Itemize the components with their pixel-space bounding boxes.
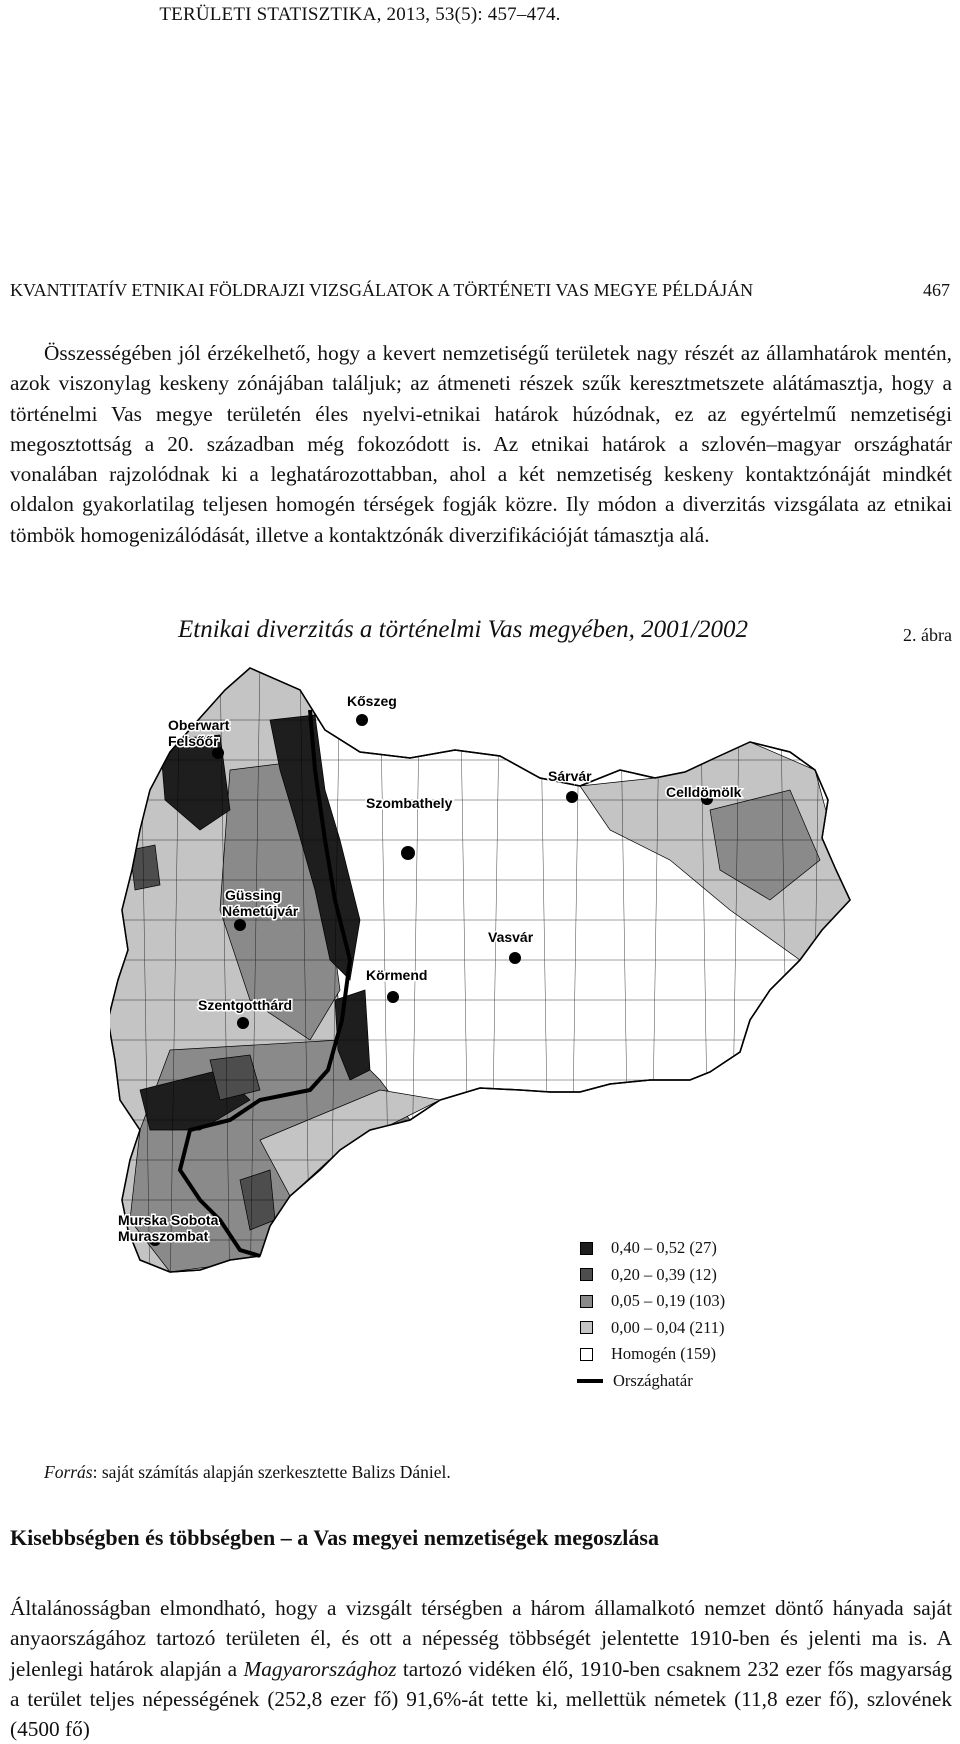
journal-header: TERÜLETI STATISZTIKA, 2013, 53(5): 457–474. xyxy=(159,4,561,25)
city-dot-sarvar xyxy=(566,791,578,803)
city-label-felsoor: Felsőőr xyxy=(168,733,219,749)
city-dot-kormend xyxy=(387,991,399,1003)
figure-source xyxy=(44,1462,451,1483)
city-dot-gussing xyxy=(234,919,246,931)
legend-label: Országhatár xyxy=(613,1370,693,1390)
page-number: 467 xyxy=(923,280,950,300)
body-paragraph-2 xyxy=(10,1593,952,1744)
legend-item xyxy=(580,1288,725,1315)
legend-swatch xyxy=(580,1268,593,1281)
paragraph-2-emphasis: Magyarországhoz xyxy=(243,1656,397,1681)
paragraph-2-part-1: Általánosságban elmondható, hogy a vizsgált térségben a három államalkotó nemzet döntő hányada saját anyaországához tartozó területen él, és ott a népesség többségét jelentette 1910-ben és jelenti ma is. A jelenlegi határok alapján a xyxy=(10,1596,952,1681)
city-label-szombathely: Szombathely xyxy=(366,795,453,811)
section-heading: Kisebbségben és többségben – a Vas megyei nemzetiségek megoszlása xyxy=(10,1525,659,1550)
legend-item xyxy=(580,1262,725,1289)
legend-label: Homogén (159) xyxy=(611,1344,716,1363)
city-dot-koszeg xyxy=(356,714,368,726)
running-head xyxy=(10,280,950,301)
city-label-koszeg: Kőszeg xyxy=(347,693,397,709)
city-dot-vasvar xyxy=(509,952,521,964)
paragraph-2-part-2: tartozó vidéken élő, 1910-ben csaknem 232 ezer fős magyarság a terület teljes népességének (252,8 ezer fő) 91,6%-át tette ki, mellettük németek (11,8 ezer fő), szlovének (4500 fő) xyxy=(10,1656,953,1742)
city-label-vasvar: Vasvár xyxy=(488,929,534,945)
legend-border-swatch xyxy=(577,1379,603,1383)
city-label-murska-sobota: Murska Sobota xyxy=(118,1212,219,1228)
region-dark-patch-2 xyxy=(130,845,160,890)
figure-number: 2. ábra xyxy=(903,625,952,645)
city-dot-szombathely xyxy=(401,846,415,860)
city-label-kormend: Körmend xyxy=(366,967,428,983)
legend-item xyxy=(580,1368,725,1395)
legend-item xyxy=(580,1315,725,1342)
city-dot-szentgotthard xyxy=(237,1017,249,1029)
legend-swatch xyxy=(580,1321,593,1334)
legend-label: 0,20 – 0,39 (12) xyxy=(611,1264,717,1284)
legend-label: 0,40 – 0,52 (27) xyxy=(611,1238,717,1257)
city-label-muraszombat: Muraszombat xyxy=(118,1228,209,1244)
legend-swatch xyxy=(580,1348,593,1361)
city-label-gussing: Güssing xyxy=(225,887,282,903)
figure-title: Etnikai diverzitás a történelmi Vas megyében, 2001/2002 xyxy=(178,616,749,643)
source-text: : saját számítás alapján szerkesztette Balizs Dániel. xyxy=(92,1462,451,1482)
legend-label: 0,05 – 0,19 (103) xyxy=(611,1291,726,1310)
city-label-nemetujvar: Németújvár xyxy=(222,903,299,919)
diversity-map xyxy=(110,660,950,1450)
map-legend xyxy=(580,1235,725,1394)
legend-item xyxy=(580,1341,725,1368)
legend-swatch xyxy=(580,1242,593,1255)
city-label-oberwart: Oberwart xyxy=(168,717,230,733)
legend-label: 0,00 – 0,04 (211) xyxy=(611,1317,725,1337)
running-head-title: KVANTITATÍV ETNIKAI FÖLDRAJZI VIZSGÁLATOK A TÖRTÉNETI VAS MEGYE PÉLDÁJÁN xyxy=(10,280,754,300)
source-label: Forrás xyxy=(44,1462,93,1482)
body-paragraph-1: Összességében jól érzékelhető, hogy a kevert nemzetiségű területek nagy részét az államhatárok mentén, azok viszonylag keskeny zónájában találjuk; az átmeneti részek szűk keresztmetszete alátámasztja, hogy a történelmi Vas megye területén éles nyelvi-etnikai határok húzódnak, ez az egyértelmű nemzetiségi megosztottság a 20. században még fokozódott is. Az etnikai határok a szlovén–magyar országhatár vonalában rajzolódnak ki a leghatározottabban, ahol a két nemzetiség keskeny kontaktzónáját mindkét oldalon gyakorlatilag teljesen homogén térségek fogják közre. Ily módon a diverzitás vizsgálata az etnikai tömbök homogenizálódását, illetve a kontaktzónák diverzifikációját támasztja alá. xyxy=(10,341,952,547)
city-label-sarvar: Sárvár xyxy=(548,768,592,784)
legend-item xyxy=(580,1235,725,1262)
legend-swatch xyxy=(580,1295,593,1308)
city-label-celldomolk: Celldömölk xyxy=(666,784,742,800)
city-label-szentgotthard: Szentgotthárd xyxy=(198,997,293,1013)
